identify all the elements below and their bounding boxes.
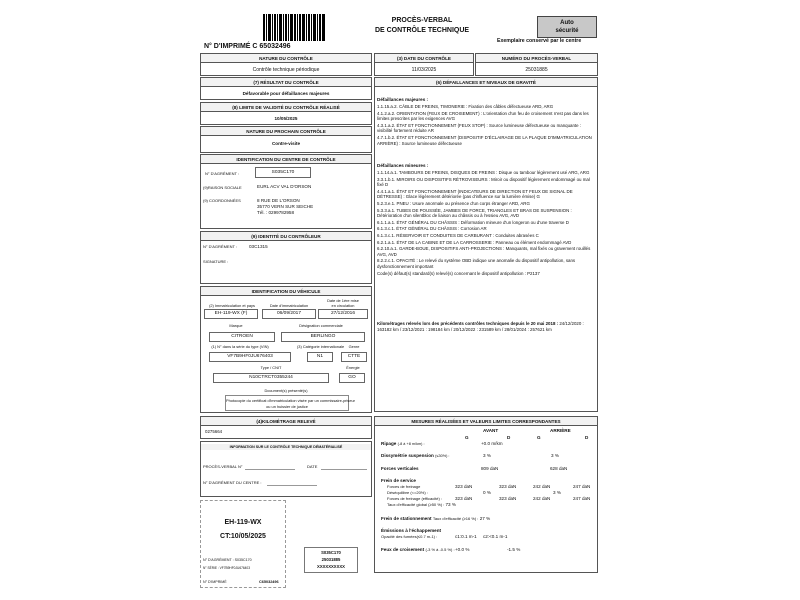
susp-rear: 3 % bbox=[551, 453, 559, 458]
pv-number-value: 25031885 bbox=[525, 67, 548, 73]
odometer-box bbox=[200, 425, 372, 439]
stub-print-label: N° D'IMPRIMÉ bbox=[203, 580, 227, 584]
eff-front-d: 323 daN bbox=[499, 496, 517, 501]
date-value: 11/03/2025 bbox=[411, 67, 437, 73]
nature-control-box bbox=[200, 62, 372, 76]
brand-line-2: sécurité bbox=[555, 28, 579, 34]
mileage-history bbox=[377, 321, 595, 332]
first-reg-value: 06/09/2017 bbox=[262, 309, 316, 319]
measures-box bbox=[374, 425, 598, 573]
stub-code-1: S035C170 bbox=[321, 550, 341, 555]
title-line-2: DE CONTRÔLE TECHNIQUE bbox=[374, 27, 470, 34]
docs-value-2: ou un huissier de justice bbox=[266, 404, 308, 409]
defect-item: 1.1.15.a.2. CÂBLE DE FREINS, TIMONERIE : Fixation des câbles défectueuse ARD, ARG bbox=[377, 104, 554, 109]
dem-pv-line bbox=[245, 469, 295, 470]
pv-number-header: NUMÉRO DU PROCÈS-VERBAL bbox=[475, 53, 598, 63]
crossing-d: -1.5 % bbox=[507, 547, 521, 552]
first-reg-label: Date d'immatriculation bbox=[269, 303, 309, 308]
susp-label: Dissymétrie suspension bbox=[381, 453, 434, 458]
eff-front-g: 323 daN bbox=[455, 496, 473, 501]
docs-label: Document(s) présenté(s) bbox=[264, 388, 308, 393]
rear-d-label: D bbox=[585, 435, 589, 440]
efficiency-row bbox=[387, 502, 456, 508]
title-line-1: PROCÈS-VERBAL bbox=[391, 17, 453, 24]
cert-label-2: en circulation bbox=[331, 303, 355, 308]
dem-date-line bbox=[321, 469, 367, 470]
odometer-header: (4)KILOMÉTRAGE RELEVÉ bbox=[200, 416, 372, 426]
crossing-row bbox=[381, 547, 455, 553]
defect-item: 6.1.3.c.1. RÉSERVOIR ET CONDUITES DE CARBURANT : Conduites abrasées C bbox=[377, 232, 539, 238]
imbalance-rear: 3 % bbox=[553, 490, 561, 495]
defect-item: 6.1.3.c.1. ÉTAT GÉNÉRAL DU CHÂSSIS : Corrosion AR bbox=[377, 226, 487, 232]
dem-date-label: DATE bbox=[307, 464, 318, 469]
validity-value: 10/05/2025 bbox=[274, 116, 298, 121]
brand-value: CITROEN bbox=[209, 332, 275, 342]
validity-header: (8) LIMITE DE VALIDITÉ DU CONTRÔLE RÉALISÉ bbox=[200, 102, 372, 112]
defect-item: 6.1.1.a.1. ÉTAT GÉNÉRAL DU CHÂSSIS : Déformation mineure d'un longeron ou d'une traverse D bbox=[377, 219, 569, 225]
defect-item: 5.3.3.a.1. TUBES DE POUSSÉE, JAMBES DE FORCE, TRIANGLES ET BRAS DE SUSPENSION : Détérioration d'un silentbloc de liaison au châssis ou à l'essieu AVG, AVD bbox=[377, 207, 572, 219]
stub-code-3: XXXXXXXXXX bbox=[317, 564, 345, 569]
crossing-g: +0.0 % bbox=[455, 547, 470, 552]
type-value: N10CTRCT0355244 bbox=[213, 373, 329, 383]
braking-rear-d: 247 daN bbox=[573, 484, 591, 489]
ripage-value: +0.0 m/km bbox=[481, 441, 503, 446]
parking-text: Taux d'efficacité (≥16 %) : bbox=[432, 516, 479, 521]
controller-header: (9) IDENTITÉ DU CONTRÔLEUR bbox=[200, 231, 372, 241]
braking-front-d: 323 daN bbox=[499, 484, 517, 489]
minor-defects-list bbox=[377, 170, 595, 277]
defects-box bbox=[374, 86, 598, 412]
energy-label: Énergie bbox=[346, 365, 360, 370]
centre-box bbox=[200, 163, 372, 229]
ripage-limits: (-8 à +8 m/km) : bbox=[397, 442, 425, 446]
front-d-label: D bbox=[507, 435, 511, 440]
vin-label: (1) N° dans la série du type (VIN) bbox=[211, 344, 269, 349]
braking-forces-label: Forces de freinage bbox=[387, 484, 421, 489]
plate-value: EH-119-WX (F) bbox=[204, 309, 258, 319]
minor-defects-title: Défaillances mineures : bbox=[377, 163, 429, 168]
defect-item: Code(s) défaut(s) standard(s) relevé(s) concernant le dispositif antipollution : P2137 bbox=[377, 270, 540, 276]
docs-box bbox=[225, 395, 355, 411]
measures-header: MESURES RÉALISÉES ET VALEURS LIMITES CORRESPONDANTES bbox=[374, 416, 598, 426]
stub-box bbox=[200, 500, 286, 588]
crossing-label: Feux de croisement bbox=[381, 547, 425, 552]
brand-line-1: Auto bbox=[560, 20, 574, 26]
centre-address-label: (9) COORDONNÉES bbox=[203, 198, 241, 203]
rear-label: ARRIÈRE bbox=[550, 428, 571, 433]
defect-item: 4.1.2.a.2. ORIENTATION (FEUX DE CROISEMENT) : L'orientation d'un feu de croisement n'est pas dans les limites prescrites par les exigences AVG bbox=[377, 110, 589, 122]
model-value: BERLINGO bbox=[281, 332, 365, 342]
next-control-value: Contre-visite bbox=[271, 141, 301, 146]
service-label: Frein de service bbox=[381, 478, 416, 483]
copy-note: Exemplaire conservé par le centre bbox=[497, 38, 582, 44]
defect-item: 8.2.2.c.1. OPACITÉ : Le relevé du système OBD indique une anomalie du dispositif antipollution, sans dysfonctionnement important bbox=[377, 258, 576, 269]
eff-rear-d: 247 daN bbox=[573, 496, 591, 501]
defect-item: 4.4.1.a.1. ÉTAT ET FONCTIONNEMENT (INDICATEURS DE DIRECTION ET FEUX DE SIGNAL DE DÉTRESSE) : Glace légèrement détériorée (pas d'influence sur la lumière émise) G bbox=[377, 188, 573, 200]
stub-codes bbox=[304, 547, 358, 573]
braking-rear-g: 242 daN bbox=[533, 484, 551, 489]
controller-box bbox=[200, 240, 372, 284]
vert-label: Forces verticales bbox=[381, 466, 419, 471]
centre-header: IDENTIFICATION DU CENTRE DE CONTRÔLE bbox=[200, 154, 372, 164]
mileage-title: Kilométrages relevés lors des précédents contrôles techniques depuis le 20 mai 2018 : bbox=[377, 321, 559, 326]
controller-agreement-value: 03C1315 bbox=[249, 244, 268, 249]
vehicle-header: IDENTIFICATION DU VÉHICULE bbox=[200, 286, 372, 296]
controller-agreement-label: N° D'AGRÉMENT : bbox=[203, 244, 238, 249]
vert-rear: 628 daN bbox=[550, 466, 568, 471]
controller-signature-label: SIGNATURE : bbox=[203, 259, 229, 264]
susp-front: 3 % bbox=[483, 453, 491, 458]
rear-g-label: G bbox=[537, 435, 541, 440]
crossing-limits: (-3 % à -0.5 %) : bbox=[425, 547, 455, 552]
major-defects-list bbox=[377, 104, 595, 147]
next-control-header: NATURE DU PROCHAIN CONTRÔLE bbox=[200, 126, 372, 136]
type-label: Type / CNIT bbox=[260, 365, 282, 370]
major-defects-title: Défaillances majeures : bbox=[377, 97, 429, 102]
centre-name-value: EURL ACV VAL D'ORSON bbox=[257, 184, 312, 189]
barcode bbox=[263, 14, 325, 41]
opacity-c2: c2:<0.1 m-1 bbox=[483, 534, 508, 539]
centre-address-line-3: Tél. : 0299782958 bbox=[257, 210, 295, 215]
result-header: (7) RÉSULTAT DU CONTRÔLE bbox=[200, 77, 372, 87]
defect-item: 4.7.1.b.2. ÉTAT ET FONCTIONNEMENT (DISPOSITIF D'ÉCLAIRAGE DE LA PLAQUE D'IMMATRICULATION ARRIÈRE) : Source lumineuse défectueuse bbox=[377, 134, 592, 146]
imbalance-front: 0 % bbox=[483, 490, 491, 495]
result-box bbox=[200, 86, 372, 100]
defect-item: 6.2.10.a.1. GARDE-BOUE, DISPOSITIFS ANTI-PROJECTIONS : Manquants, mal fixés ou gravement rouillés AVG, AVD bbox=[377, 246, 591, 257]
category-value: N1 bbox=[307, 352, 333, 362]
category-label: (3) Catégorie internationale bbox=[297, 344, 345, 349]
susp-row bbox=[381, 453, 449, 459]
dem-pv-label: PROCÈS-VERBAL N° bbox=[203, 464, 243, 469]
stub-print-value: C65032496 bbox=[259, 580, 279, 584]
dematerialized-box bbox=[200, 441, 372, 497]
defect-item: 6.2.1.a.1. ÉTAT DE LA CABINE ET DE LA CARROSSERIE : Panneau ou élément endommagé AVD bbox=[377, 239, 572, 245]
vin-value: VF7B9HF0JU676403 bbox=[209, 352, 291, 362]
eff-rear-g: 242 daN bbox=[533, 496, 551, 501]
defect-item: 1.1.14.a.1. TAMBOURS DE FREINS, DISQUES DE FREINS : Disque ou tambour légèrement usé ARG, ARG bbox=[377, 170, 590, 175]
pv-number-box bbox=[475, 62, 598, 76]
brand-label: Marque bbox=[229, 323, 243, 328]
cert-label-1: Date de 1ère mise bbox=[327, 298, 359, 303]
dematerialized-header: INFORMATION SUR LE CONTRÔLE TECHNIQUE DÉMATÉRIALISÉ bbox=[201, 444, 371, 450]
docs-value-1: Photocopie du certificat d'immatriculation visée par un commissaire-priseur bbox=[226, 398, 355, 403]
stub-code-2: 25031885 bbox=[321, 557, 341, 562]
defect-item: 3.3.1.b.1. MIROIRS OU DISPOSITIFS RÉTROVISEURS : Miroir ou dispositif légèrement endommagé ou mal fixé D bbox=[377, 176, 590, 188]
energy-value: GO bbox=[339, 373, 365, 383]
dem-agreement-label: N° D'AGRÉMENT DU CENTRE : bbox=[203, 480, 262, 485]
ripage-label: Ripage bbox=[381, 441, 397, 446]
nature-control-header: NATURE DU CONTRÔLE bbox=[200, 53, 372, 63]
date-box bbox=[374, 62, 474, 76]
brand-box bbox=[537, 16, 597, 38]
mileage-text: 24/12/2020 : 163182 km / 23/12/2021 : 198184 km / 20/12/2022 : 231589 km / 28/01/2024 : 257621 km bbox=[377, 321, 584, 332]
stub-agreement: N° D'AGRÉMENT : S035C170 bbox=[203, 558, 252, 562]
opacity-c1: c1:0.1 m-1 bbox=[455, 534, 477, 539]
ripage-row bbox=[381, 441, 425, 447]
susp-limit: (≤30%) : bbox=[435, 454, 450, 458]
defects-header: (6) DÉFAILLANCES ET NIVEAUX DE GRAVITÉ bbox=[374, 77, 598, 87]
centre-name-label: (9)RAISON SOCIALE bbox=[203, 185, 242, 190]
emissions-label: Émissions à l'échappement bbox=[381, 528, 442, 533]
opacity-label: Opacité des fumées(≤0.7 m-1) : bbox=[381, 534, 438, 539]
stub-ct-date: CT:10/05/2025 bbox=[220, 533, 266, 540]
plate-label: (2) Immatriculation et pays bbox=[209, 303, 255, 308]
next-control-box bbox=[200, 135, 372, 153]
vehicle-box bbox=[200, 295, 372, 413]
print-number: N° D'IMPRIMÉ C 65032496 bbox=[204, 43, 291, 50]
braking-forces-label-2: Forces de freinage (efficacité) : bbox=[387, 496, 443, 501]
parking-label: Frein de stationnement bbox=[381, 516, 432, 521]
front-g-label: G bbox=[465, 435, 469, 440]
dem-agreement-line bbox=[267, 485, 317, 486]
front-label: AVANT bbox=[483, 428, 499, 433]
validity-box bbox=[200, 111, 372, 125]
genre-value: CTTE bbox=[341, 352, 367, 362]
centre-address-line-2: 35770 VERN SUR SEICHE bbox=[257, 204, 314, 209]
imbalance-label: Déséquilibre (<=20%) : bbox=[387, 490, 428, 495]
efficiency-label: Taux d'efficacité global (≥50 %) : bbox=[387, 502, 445, 507]
centre-agreement-value: S035C170 bbox=[255, 167, 311, 178]
parking-value: 27 % bbox=[479, 516, 491, 521]
defect-item: 5.2.3.e.1. PNEU : Usure anormale ou présence d'un corps étranger ARD, ARG bbox=[377, 200, 530, 206]
centre-address-line-1: 8 RUE DE L'ORSON bbox=[257, 198, 300, 203]
parking-row bbox=[381, 516, 490, 522]
genre-label: Genre bbox=[348, 344, 360, 349]
result-value: Défavorable pour défaillances majeures bbox=[242, 91, 330, 96]
stub-plate: EH-119-WX bbox=[224, 519, 262, 526]
vert-front: 809 daN bbox=[481, 466, 499, 471]
date-header: (3) DATE DU CONTRÔLE bbox=[374, 53, 474, 63]
efficiency-value: 73 % bbox=[445, 502, 456, 507]
centre-agreement-label: N° D'AGRÉMENT : bbox=[205, 171, 240, 176]
odometer-value: 0275664 bbox=[205, 429, 223, 434]
model-label: Désignation commerciale bbox=[299, 323, 343, 328]
stub-serie: N° SÉRIE : VF7B9HF0JU676403 bbox=[203, 566, 250, 570]
cert-value: 27/12/2016 bbox=[318, 309, 368, 319]
nature-control-value: Contrôle technique périodique bbox=[252, 67, 320, 73]
braking-front-g: 323 daN bbox=[455, 484, 473, 489]
defect-item: 4.3.1.a.2. ÉTAT ET FONCTIONNEMENT (FEUX STOP) : Source lumineuse défectueuse ou manquante : visibilité fortement réduite AR bbox=[377, 122, 582, 134]
